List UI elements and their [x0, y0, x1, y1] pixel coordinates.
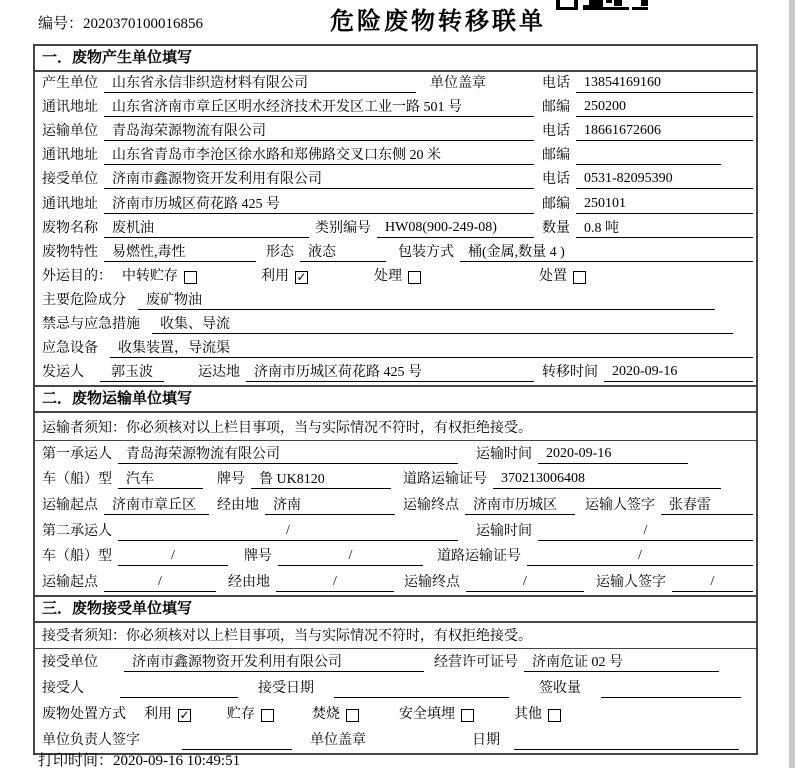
field-receiver-zip: 250101	[576, 196, 753, 214]
field-route-start-1: 济南市章丘区	[104, 494, 209, 515]
section-producer-heading: 一．废物产生单位填写	[35, 46, 756, 72]
row-producer-address	[35, 96, 756, 120]
section-receiver-heading: 三．废物接受单位填写	[35, 597, 756, 623]
label-destination: 运达地	[198, 365, 240, 381]
purpose-dispose	[539, 265, 586, 286]
manifest-form	[33, 44, 758, 755]
row-consignor	[35, 361, 756, 385]
field-carrier-signature-1: 张春雷	[661, 494, 753, 515]
label-route-start-2: 运输起点	[42, 574, 98, 590]
field-form-state: 液态	[300, 241, 386, 262]
label-plate-number-2: 牌号	[244, 549, 272, 565]
label-second-carrier: 第二承运人	[42, 523, 112, 539]
checkbox-utilize: ✓	[296, 269, 307, 284]
disposal-landfill	[399, 703, 474, 724]
row-first-carrier	[35, 441, 756, 467]
row-second-carrier	[35, 518, 756, 544]
label-transporter-address: 通讯地址	[42, 148, 98, 164]
field-vehicle-type-2: /	[118, 548, 228, 566]
section-receiver	[33, 595, 758, 755]
row-receiving-unit	[35, 649, 756, 675]
doc-number-value: 2020370100016856	[83, 16, 204, 32]
doc-number-label: 编号：	[38, 16, 84, 32]
purpose-utilize	[261, 265, 308, 286]
label-waste-property: 废物特性	[42, 244, 98, 260]
label-consignor: 发运人	[42, 365, 84, 381]
field-route-via-2: /	[276, 574, 394, 592]
checkbox-disposal-other	[548, 709, 561, 722]
field-received-amount	[601, 680, 741, 698]
checkbox-label-utilize: 利用	[261, 268, 289, 284]
field-carrier-signature-2: /	[672, 574, 753, 592]
label-unit-seal-receiver: 单位盖章	[310, 732, 366, 748]
label-transport-time-2: 运输时间	[476, 523, 532, 539]
label-producer-zip: 邮编	[542, 100, 570, 116]
field-main-hazard: 废矿物油	[138, 289, 715, 310]
label-receiver-address: 通讯地址	[42, 196, 98, 212]
label-vehicle-type-2: 车（船）型	[42, 549, 112, 565]
field-plate-number-2: /	[278, 548, 423, 566]
label-carrier-signature-2: 运输人签字	[596, 574, 666, 590]
label-transport-time-1: 运输时间	[476, 446, 532, 462]
section-transporter-heading: 二．废物运输单位填写	[35, 387, 756, 413]
field-receive-date	[334, 680, 509, 698]
label-responsible-signature: 单位负责人签字	[42, 732, 140, 748]
row-disposal-method	[35, 701, 756, 727]
page-title: 危险废物转移联单	[330, 8, 546, 35]
label-receiver-person: 接受人	[42, 680, 84, 696]
label-form-state: 形态	[266, 244, 294, 260]
checkbox-disposal-utilize: ✓	[179, 707, 190, 722]
field-route-end-2: /	[466, 574, 584, 592]
row-transporter-address	[35, 144, 756, 168]
transporter-notice: 运输者须知：你必须核对以上栏目事项，当与实际情况不符时，有权拒绝接受。	[35, 413, 756, 441]
print-time-label: 打印时间：	[38, 753, 114, 769]
row-receiver-unit	[35, 168, 756, 192]
checkbox-label-disposal-other: 其他	[514, 706, 542, 722]
row-receiver-person	[35, 675, 756, 701]
row-contraindication	[35, 313, 756, 337]
field-contraindication: 收集、导流	[152, 313, 733, 334]
label-quantity: 数量	[542, 220, 570, 236]
field-producer-unit: 山东省永信非织造材料有限公司	[104, 72, 416, 93]
checkbox-disposal-incinerate	[346, 709, 359, 722]
disposal-other	[514, 703, 561, 724]
field-emergency-equipment: 收集装置，导流渠	[110, 337, 753, 358]
field-transport-time-2: /	[538, 523, 753, 541]
section-transporter	[33, 385, 758, 597]
field-road-permit-2: /	[527, 548, 753, 566]
row-producer-unit	[35, 72, 756, 96]
label-receiving-unit: 接受单位	[42, 654, 98, 670]
label-route-via-2: 经由地	[228, 574, 270, 590]
field-producer-phone: 13854169160	[576, 75, 753, 93]
label-transfer-time: 转移时间	[542, 365, 598, 381]
field-transporter-phone: 18661672606	[576, 123, 753, 141]
checkbox-label-treat: 处理	[374, 268, 402, 284]
field-receiver-address: 济南市历城区荷花路 425 号	[104, 193, 534, 214]
label-road-permit-2: 道路运输证号	[437, 549, 521, 565]
checkbox-label-transfer-storage: 中转贮存	[122, 268, 178, 284]
label-producer-address: 通讯地址	[42, 100, 98, 116]
label-receive-date: 接受日期	[258, 680, 314, 696]
field-business-license: 济南危证 02 号	[524, 651, 719, 672]
row-main-hazard	[35, 289, 756, 313]
doc-number	[38, 12, 203, 33]
section-producer	[33, 44, 758, 387]
checkbox-treat	[408, 271, 421, 284]
field-route-start-2: /	[104, 574, 216, 592]
field-receiving-unit: 济南市鑫源物资开发利用有限公司	[124, 651, 424, 672]
field-quantity: 0.8 吨	[576, 217, 753, 238]
checkbox-label-disposal-incinerate: 焚烧	[312, 706, 340, 722]
page-edge-strip	[789, 0, 795, 768]
label-route-start-1: 运输起点	[42, 498, 98, 513]
checkbox-dispose	[573, 271, 586, 284]
row-outbound-purpose	[35, 265, 756, 289]
label-packaging: 包装方式	[398, 244, 454, 260]
field-producer-address: 山东省济南市章丘区明水经济技术开发区工业一路 501 号	[104, 96, 534, 117]
field-route-via-1: 济南	[265, 494, 395, 515]
label-producer-unit: 产生单位	[42, 76, 98, 92]
label-emergency-equipment: 应急设备	[42, 341, 98, 357]
label-date: 日期	[472, 732, 500, 748]
field-receiver-phone: 0531-82095390	[576, 171, 753, 189]
label-route-end-1: 运输终点	[403, 498, 459, 513]
print-time	[38, 749, 240, 770]
purpose-treat	[374, 265, 421, 286]
field-waste-name: 废机油	[104, 217, 309, 238]
field-transporter-address: 山东省青岛市李沧区徐水路和郑佛路交叉口东侧 20 米	[104, 144, 534, 165]
row-receiver-address	[35, 192, 756, 216]
field-destination: 济南市历城区荷花路 425 号	[246, 361, 534, 382]
field-plate-number-1: 鲁 UK8120	[251, 468, 391, 489]
label-road-permit-1: 道路运输证号	[403, 472, 487, 488]
label-contraindication: 禁忌与应急措施	[42, 317, 140, 333]
label-receiver-phone: 电话	[542, 172, 570, 188]
label-transporter-unit: 运输单位	[42, 124, 98, 140]
label-receiver-unit: 接受单位	[42, 172, 98, 188]
field-producer-zip: 250200	[576, 99, 753, 117]
field-category-code: HW08(900-249-08)	[377, 220, 534, 238]
document-header	[0, 0, 796, 44]
row-route-1	[35, 492, 756, 518]
disposal-storage	[227, 703, 274, 724]
label-business-license: 经营许可证号	[434, 654, 518, 670]
field-transporter-unit: 青岛海荣源物流有限公司	[104, 120, 534, 141]
label-main-hazard: 主要危险成分	[42, 292, 126, 308]
label-category-code: 类别编号	[315, 220, 371, 236]
checkbox-label-disposal-storage: 贮存	[227, 706, 255, 722]
label-carrier-signature-1: 运输人签字	[585, 498, 655, 513]
receiver-notice: 接受者须知：你必须核对以上栏目事项，当与实际情况不符时，有权拒绝接受。	[35, 623, 756, 649]
field-second-carrier: /	[118, 523, 458, 541]
field-consignor: 郭玉波	[100, 361, 164, 382]
label-received-amount: 签收量	[539, 680, 581, 696]
row-route-2	[35, 569, 756, 595]
row-waste-name	[35, 217, 756, 241]
field-transport-time-1: 2020-09-16	[538, 446, 688, 464]
checkbox-label-disposal-landfill: 安全填埋	[399, 706, 455, 722]
purpose-transfer-storage	[122, 265, 197, 286]
label-unit-seal: 单位盖章	[430, 76, 486, 92]
checkbox-label-disposal-utilize: 利用	[144, 706, 172, 722]
label-plate-number-1: 牌号	[217, 472, 245, 488]
row-transporter-unit	[35, 120, 756, 144]
label-route-via-1: 经由地	[217, 498, 259, 513]
print-time-value: 2020-09-16 10:49:51	[113, 753, 241, 769]
field-receiver-unit: 济南市鑫源物资开发利用有限公司	[104, 168, 534, 189]
checkbox-label-dispose: 处置	[539, 268, 567, 284]
disposal-incinerate	[312, 703, 359, 724]
field-transporter-zip	[576, 147, 721, 165]
label-route-end-2: 运输终点	[404, 574, 460, 590]
field-receiver-person	[120, 680, 238, 698]
label-transporter-zip: 邮编	[542, 148, 570, 164]
field-vehicle-type-1: 汽车	[118, 468, 203, 489]
row-waste-property	[35, 241, 756, 265]
label-disposal-method: 废物处置方式	[42, 706, 126, 722]
field-packaging: 桶(金属,数量 4 )	[460, 241, 753, 262]
row-emergency-equipment	[35, 337, 756, 361]
disposal-utilize	[144, 703, 191, 724]
checkbox-transfer-storage	[184, 271, 197, 284]
field-responsible-signature	[182, 732, 292, 750]
label-producer-phone: 电话	[542, 76, 570, 92]
label-waste-name: 废物名称	[42, 220, 98, 236]
label-receiver-zip: 邮编	[542, 196, 570, 212]
field-transfer-time: 2020-09-16	[604, 364, 753, 382]
row-vehicle-1	[35, 467, 756, 493]
label-vehicle-type-1: 车（船）型	[42, 472, 112, 488]
field-route-end-1: 济南市历城区	[465, 494, 575, 515]
label-first-carrier: 第一承运人	[42, 446, 112, 462]
checkbox-disposal-landfill	[461, 709, 474, 722]
field-first-carrier: 青岛海荣源物流有限公司	[118, 443, 458, 464]
qr-code-fragment-icon	[556, 0, 648, 10]
field-date	[514, 732, 739, 750]
label-outbound-purpose: 外运目的：	[42, 268, 112, 284]
field-road-permit-1: 370213006408	[493, 471, 721, 489]
label-transporter-phone: 电话	[542, 124, 570, 140]
row-vehicle-2	[35, 544, 756, 570]
checkbox-disposal-storage	[261, 709, 274, 722]
field-waste-property: 易燃性,毒性	[104, 241, 256, 262]
